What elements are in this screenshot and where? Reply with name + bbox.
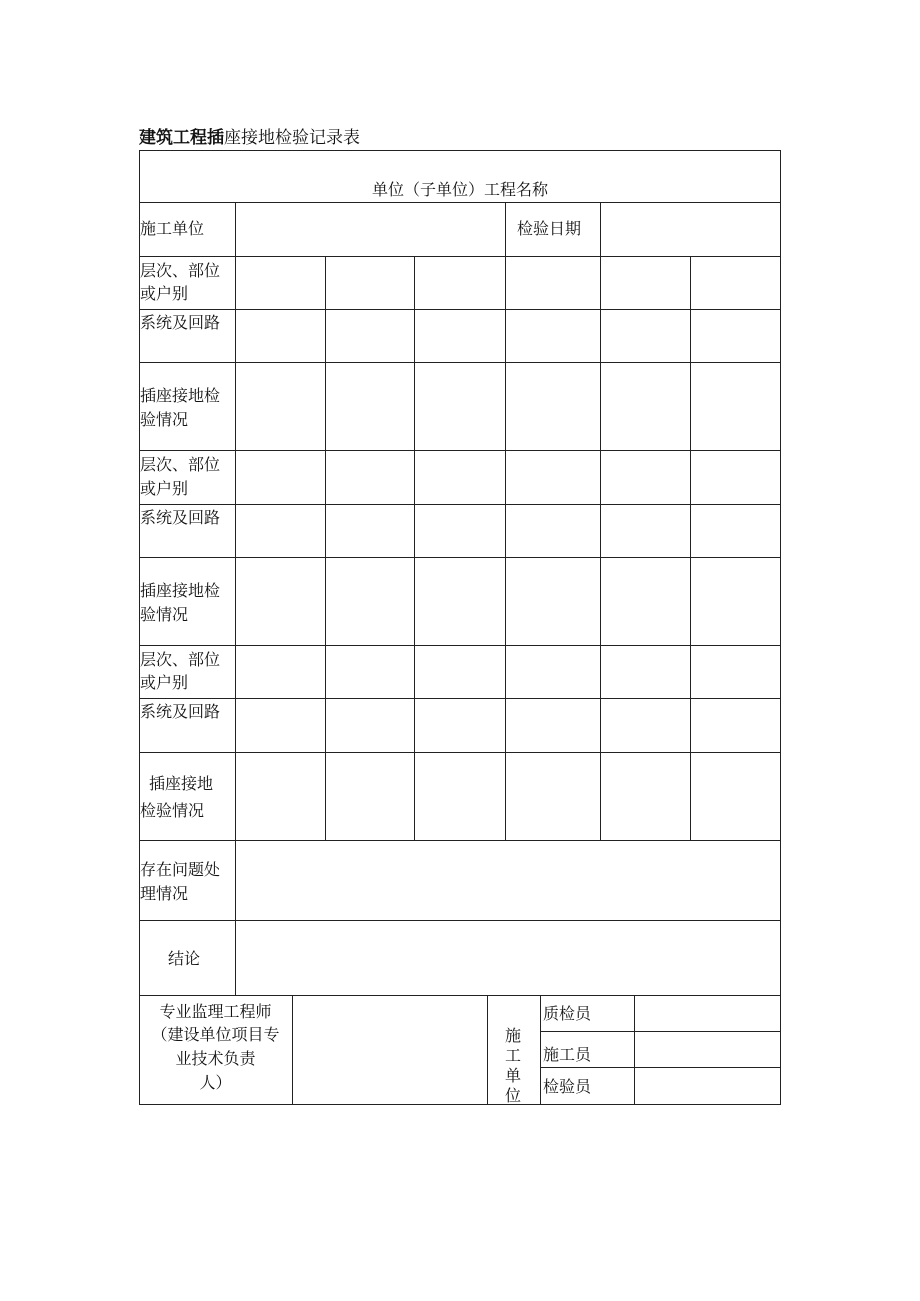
form-title-rest: 座接地检验记录表 [224, 128, 360, 148]
floor-location-label: 层次、部位 [140, 650, 221, 669]
column-divider [505, 256, 506, 840]
form-title-bold: 建筑工程插 [139, 128, 224, 148]
problem-handling-label: 存在问题处 [140, 860, 221, 879]
column-divider [487, 995, 488, 1105]
column-divider [235, 256, 236, 920]
column-divider [600, 202, 601, 256]
floor-location-label: 层次、部位 [140, 455, 221, 474]
column-divider [600, 256, 601, 840]
socket-grounding-check-label: 插座接地检 [140, 386, 221, 405]
floor-location-label: 层次、部位 [140, 261, 221, 280]
form-title [139, 127, 360, 149]
column-divider [235, 202, 236, 256]
quality-inspector-label: 质检员 [543, 1004, 592, 1023]
socket-grounding-check-label: 检验情况 [140, 801, 205, 820]
floor-location-label: 或户别 [140, 673, 189, 692]
column-divider [325, 256, 326, 840]
socket-grounding-check-label: 插座接地 [149, 774, 214, 793]
column-divider [235, 920, 236, 995]
supervisor-label: 人） [199, 1073, 232, 1092]
contractor-label: 施工单位 [504, 1026, 521, 1105]
system-circuit-label: 系统及回路 [140, 702, 221, 721]
inspection-date-label: 检验日期 [517, 219, 582, 238]
supervisor-label: 业技术负责 [175, 1049, 256, 1068]
column-divider [634, 995, 635, 1105]
supervisor-label: 专业监理工程师 [159, 1002, 272, 1021]
column-divider [414, 256, 415, 840]
supervisor-label: （建设单位项目专 [151, 1025, 280, 1044]
socket-grounding-check-label: 验情况 [140, 605, 189, 624]
system-circuit-label: 系统及回路 [140, 313, 221, 332]
floor-location-label: 或户别 [140, 479, 189, 498]
column-divider [540, 995, 541, 1105]
column-divider [292, 995, 293, 1105]
problem-handling-label: 理情况 [140, 884, 189, 903]
system-circuit-label: 系统及回路 [140, 508, 221, 527]
construction-unit-label: 施工单位 [140, 219, 205, 238]
project-name-label: 单位（子单位）工程名称 [371, 180, 548, 199]
socket-grounding-check-label: 验情况 [140, 410, 189, 429]
column-divider [690, 256, 691, 840]
column-divider [505, 202, 506, 256]
signature-row-divider [540, 1031, 781, 1032]
inspector-label: 检验员 [543, 1077, 592, 1096]
constructor-label: 施工员 [543, 1045, 592, 1064]
socket-grounding-check-label: 插座接地检 [140, 581, 221, 600]
inspection-form-table [139, 150, 781, 1105]
floor-location-label: 或户别 [140, 284, 189, 303]
conclusion-label: 结论 [168, 949, 201, 968]
row-divider [139, 995, 781, 996]
signature-row-divider [540, 1067, 781, 1068]
